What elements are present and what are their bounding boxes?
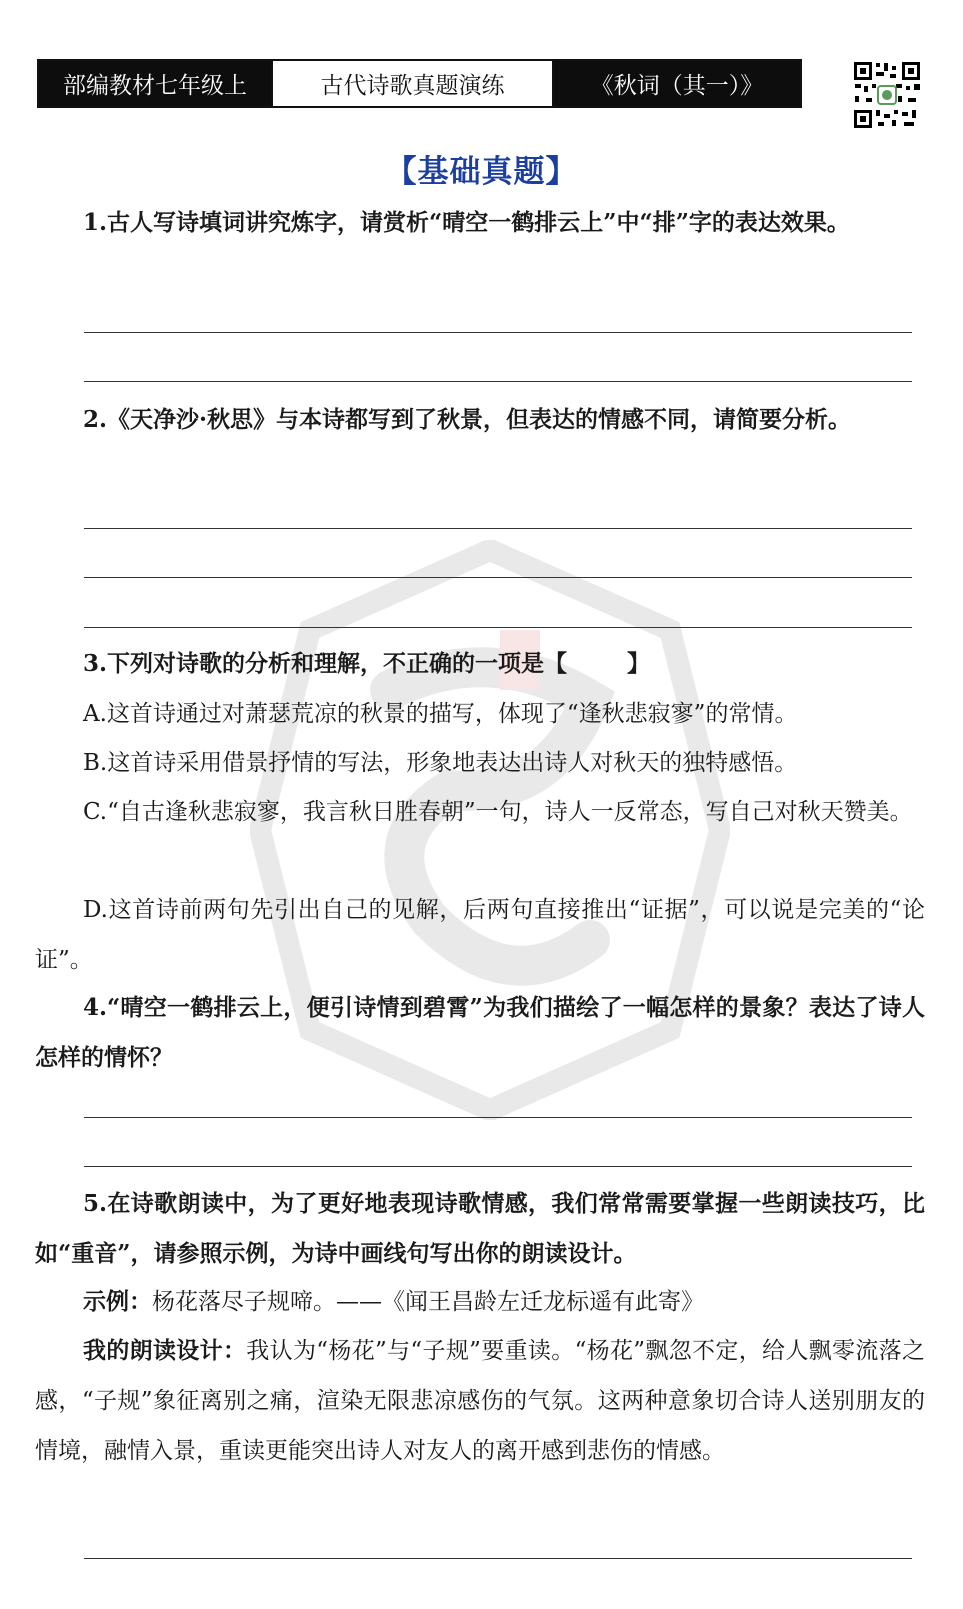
question-4: 4.“晴空一鹤排云上，便引诗情到碧霄”为我们描绘了一幅怎样的景象？表达了诗人怎样的情怀？ <box>35 994 925 1071</box>
question-1: 1.古人写诗填词讲究炼字，请赏析“晴空一鹤排云上”中“排”字的表达效果。 <box>83 209 850 236</box>
qr-code-icon <box>852 60 922 130</box>
answer-line <box>84 528 912 529</box>
option-c: C.“自古逢秋悲寂寥，我言秋日胜春朝”一句，诗人一反常态，写自己对秋天赞美。 <box>83 799 913 825</box>
option-d: D.这首诗前两句先引出自己的见解，后两句直接推出“证据”，可以说是完美的“论证”。 <box>35 897 925 973</box>
answer-line <box>84 1558 912 1559</box>
reading-design <box>35 1326 925 1476</box>
question-2: 2.《天净沙·秋思》与本诗都写到了秋景，但表达的情感不同，请简要分析。 <box>83 406 852 433</box>
reading-design-label: 我的朗读设计： <box>83 1337 247 1364</box>
example-text: 杨花落尽子规啼。——《闻王昌龄左迁龙标遥有此寄》 <box>152 1289 704 1315</box>
question-3-stem <box>35 639 925 689</box>
question-5: 5.在诗歌朗读中，为了更好地表现诗歌情感，我们常常需要掌握一些朗读技巧，比如“重音”，请参照示例，为诗中画线句写出你的朗读设计。 <box>35 1190 925 1267</box>
answer-line <box>84 332 912 333</box>
answer-line <box>84 627 912 628</box>
header-bar <box>37 59 802 108</box>
answer-line <box>84 381 912 382</box>
answer-line <box>84 577 912 578</box>
section-title: 【基础真题】 <box>385 154 578 190</box>
header-topic: 古代诗歌真题演练 <box>271 61 554 106</box>
question-3-stem-end: 】 <box>627 650 651 677</box>
answer-line <box>84 1166 912 1167</box>
option-a: A.这首诗通过对萧瑟荒凉的秋景的描写，体现了“逢秋悲寂寥”的常情。 <box>83 701 798 727</box>
example-label: 示例： <box>83 1288 152 1315</box>
header-textbook: 部编教材七年级上 <box>39 61 271 106</box>
header-poem-title: 《秋词（其一）》 <box>554 61 800 106</box>
answer-line <box>84 1117 912 1118</box>
question-3-stem-text: 3.下列对诗歌的分析和理解，不正确的一项是【 <box>83 650 568 677</box>
option-b: B.这首诗采用借景抒情的写法，形象地表达出诗人对秋天的独特感悟。 <box>83 750 798 776</box>
example <box>35 1277 925 1327</box>
reading-design-text: 我认为“杨花”与“子规”要重读。“杨花”飘忽不定，给人飘零流落之感，“子规”象征离别之痛，渲染无限悲凉感伤的气氛。这两种意象切合诗人送别朋友的情境，融情入景，重读更能突出诗人对友人的离开感到悲伤的情感。 <box>35 1338 925 1464</box>
